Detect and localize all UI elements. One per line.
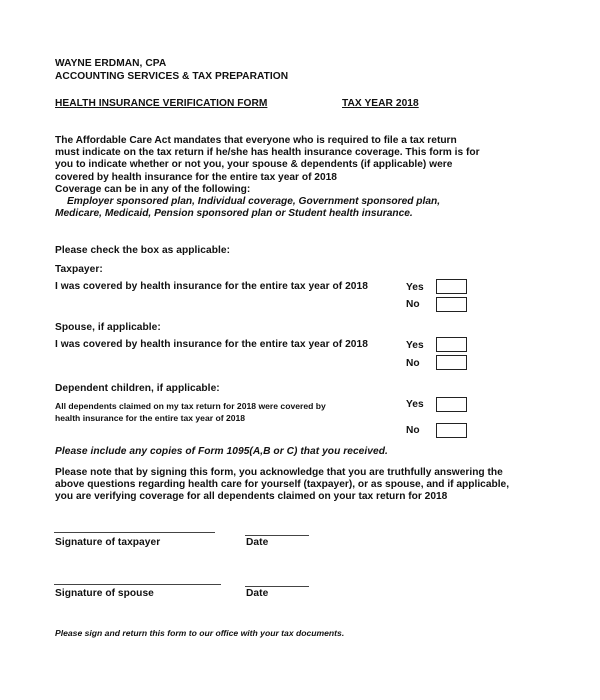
taxpayer-signature-line[interactable]: [54, 532, 215, 533]
footer-note: Please sign and return this form to our office with your tax documents.: [55, 628, 345, 638]
section-heading: Taxpayer:: [55, 264, 103, 275]
yes-label: Yes: [406, 340, 424, 351]
coverage-statement: health insurance for the entire tax year of 2018: [55, 413, 246, 423]
spouse-yes-checkbox[interactable]: [436, 337, 467, 352]
taxpayer-date-label: Date: [246, 537, 269, 548]
yes-label: Yes: [406, 399, 424, 410]
coverage-intro: Coverage can be in any of the following:: [55, 183, 251, 195]
firm-services: ACCOUNTING SERVICES & TAX PREPARATION: [55, 71, 289, 82]
coverage-statement: I was covered by health insurance for the entire tax year of 2018: [55, 281, 368, 292]
intro-line: must indicate on the tax return if he/she has health insurance coverage. This form is for: [55, 147, 480, 159]
taxpayer-no-checkbox[interactable]: [436, 297, 467, 312]
spouse-signature-label: Signature of spouse: [55, 588, 154, 599]
taxpayer-yes-checkbox[interactable]: [436, 279, 467, 294]
coverage-statement: I was covered by health insurance for the entire tax year of 2018: [55, 339, 368, 350]
tax-year: TAX YEAR 2018: [342, 98, 419, 109]
acknowledgement-line: Please note that by signing this form, you acknowledge that you are truthfully answering the: [55, 467, 503, 478]
no-label: No: [406, 299, 420, 310]
dependents-yes-checkbox[interactable]: [436, 397, 467, 412]
coverage-types-line: Employer sponsored plan, Individual coverage, Government sponsored plan,: [67, 196, 441, 208]
no-label: No: [406, 425, 420, 436]
firm-name: WAYNE ERDMAN, CPA: [55, 58, 167, 69]
intro-line: you to indicate whether or not you, your spouse & dependents (if applicable) were: [55, 159, 453, 171]
section-heading: Spouse, if applicable:: [55, 322, 161, 333]
yes-label: Yes: [406, 282, 424, 293]
spouse-no-checkbox[interactable]: [436, 355, 467, 370]
coverage-types-line: Medicare, Medicaid, Pension sponsored plan or Student health insurance.: [55, 208, 413, 220]
acknowledgement-line: you are verifying coverage for all dependents claimed on your tax return for 2018: [55, 491, 448, 503]
spouse-signature-line[interactable]: [54, 584, 221, 585]
intro-line: covered by health insurance for the entire tax year of 2018: [55, 171, 337, 183]
coverage-statement: All dependents claimed on my tax return for 2018 were covered by: [55, 401, 326, 411]
spouse-date-label: Date: [246, 588, 269, 599]
acknowledgement-line: above questions regarding health care for yourself (taxpayer), or as spouse, and if applicable,: [55, 479, 510, 491]
intro-paragraph: [55, 135, 480, 220]
no-label: No: [406, 358, 420, 369]
form-1095-note: Please include any copies of Form 1095(A,B or C) that you received.: [55, 446, 388, 457]
acknowledgement-paragraph: [55, 467, 509, 504]
dependents-no-checkbox[interactable]: [436, 423, 467, 438]
taxpayer-date-line[interactable]: [245, 535, 309, 536]
section-heading: Dependent children, if applicable:: [55, 383, 220, 394]
check-instruction: Please check the box as applicable:: [55, 245, 231, 256]
intro-line: The Affordable Care Act mandates that everyone who is required to file a tax return: [55, 135, 457, 146]
spouse-date-line[interactable]: [245, 586, 309, 587]
taxpayer-signature-label: Signature of taxpayer: [55, 537, 161, 548]
form-title: HEALTH INSURANCE VERIFICATION FORM: [55, 98, 268, 109]
